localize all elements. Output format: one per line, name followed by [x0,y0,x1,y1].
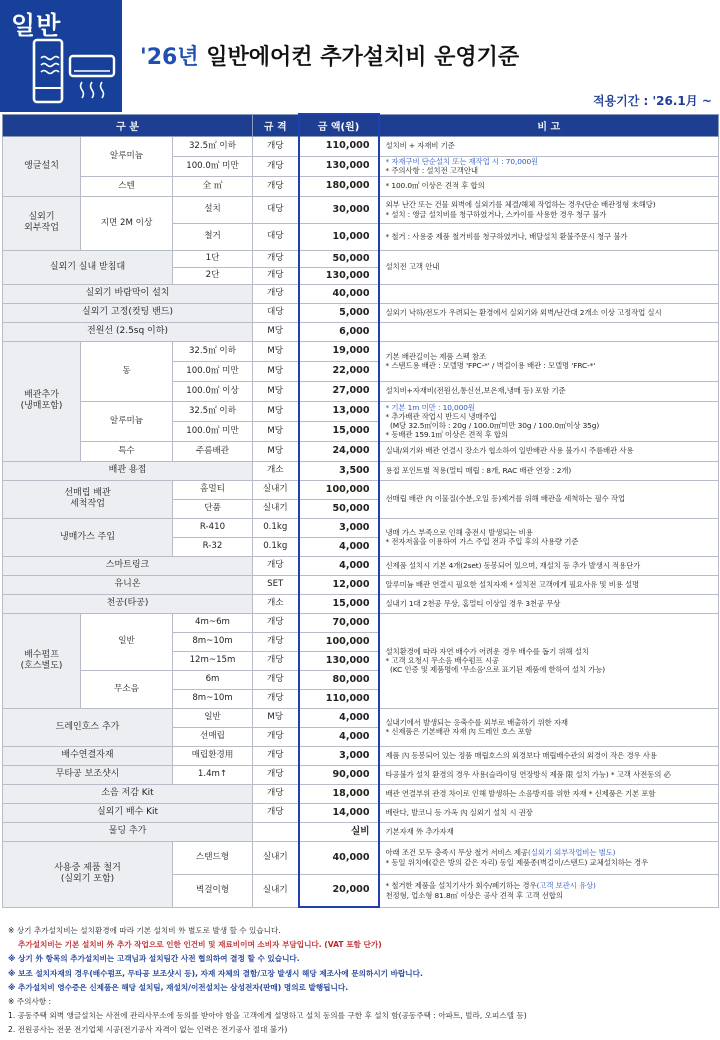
spec-cell: 6m [173,670,253,689]
price-cell: 180,000 [299,176,379,196]
price-cell: 100,000 [299,632,379,651]
note-cell: 기본자재 外 추가자재 [379,822,719,841]
price-cell: 3,000 [299,746,379,765]
note-line: * 추가배관 작업시 반드시 냉매주입 [385,411,497,421]
note-cell: 타공불가 설치 환경의 경우 사용(슬라이딩 연장방식 제품 限 설치 가능) * 고객 사전동의 必 [379,765,719,784]
note-line: 기본 배관길이는 제품 스펙 참조 [385,351,487,361]
unit-cell: 개당 [253,689,299,708]
category-cell: 사용중 제품 철거 (실외기 포함) [3,841,173,907]
unit-cell: 개소 [253,461,299,480]
note-line: * 자재구비 단순설치 또는 재작업 시 : 70,000원 [385,156,539,166]
note-line: (고객 보관시 유상) [536,881,596,891]
spec-cell: 벽걸이형 [173,874,253,907]
spec-cell: 1.4m↑ [173,765,253,784]
category-cell: 드레인호스 추가 [3,708,173,746]
price-cell: 70,000 [299,613,379,632]
table-row [3,708,719,727]
note-line: * 기본 1m 미만 : 10,000원 [385,402,475,412]
unit-cell: 개당 [253,156,299,176]
unit-cell: 개당 [253,556,299,575]
spec-cell: 32.5㎡ 이하 [173,136,253,156]
note-cell: 실외기 낙하/전도가 우려되는 환경에서 실외기와 외벽/난간대 2개소 이상 고정작업 실시 [379,303,719,322]
price-cell: 19,000 [299,341,379,361]
unit-cell: 개당 [253,765,299,784]
unit-cell: 실내기 [253,499,299,518]
category-cell: 배관추가 (냉매포함) [3,341,81,461]
price-cell: 4,000 [299,556,379,575]
unit-cell: M당 [253,401,299,421]
unit-cell: 개당 [253,670,299,689]
price-cell: 3,500 [299,461,379,480]
price-cell: 13,000 [299,401,379,421]
price-cell: 24,000 [299,441,379,461]
table-row [3,441,719,461]
category-badge [0,0,122,112]
price-cell: 40,000 [299,284,379,303]
note-cell: 설치전 고객 안내 [379,250,719,284]
table-row [3,136,719,156]
spec-cell: R-32 [173,537,253,556]
table-row [3,613,719,632]
spec-cell: 8m~10m [173,632,253,651]
header-note: 비 고 [379,114,719,136]
table-row [3,556,719,575]
unit-cell: 개당 [253,632,299,651]
table-row [3,196,719,223]
table-row [3,822,719,841]
table-row [3,594,719,613]
unit-cell: 0.1kg [253,537,299,556]
note-cell [379,341,719,381]
unit-cell: M당 [253,322,299,341]
price-cell: 4,000 [299,708,379,727]
title-year: '26년 [140,45,199,70]
note-cell [379,284,719,303]
note-line: * 주의사항 : 설치전 고객안내 [385,166,478,175]
footnote: 추가설치비는 기본 설치비 外 추가 작업으로 인한 인건비 및 재료비이며 소비자 부담입니다. (VAT 포함 단가) [18,940,382,950]
unit-cell: 0.1kg [253,518,299,537]
spec-cell: 일반 [173,708,253,727]
table-row [3,401,719,421]
price-cell: 130,000 [299,267,379,284]
note-cell: 설치비 + 자재비 기준 [379,136,719,156]
category-cell: 냉매가스 주입 [3,518,173,556]
category-cell: 실외기 고정(컷팅 밴드) [3,303,253,322]
spec-cell: R-410 [173,518,253,537]
unit-cell: M당 [253,381,299,401]
spec-cell: 매립환경用 [173,746,253,765]
note-line: * 철거한 제품을 설치기사가 회수/폐기하는 경우 [385,881,537,891]
spec-cell: 100.0㎡ 미만 [173,361,253,381]
price-cell: 5,000 [299,303,379,322]
unit-cell: 개당 [253,803,299,822]
category-cell: 배관 용접 [3,461,253,480]
note-cell [379,156,719,176]
footnote: ※ 추가설치비 영수증은 신제품은 해당 설치팀, 재설치/이전설치는 삼성전자(판매) 명의로 발행됩니다. [8,982,349,992]
category-cell: 유니온 [3,575,253,594]
table-row [3,480,719,499]
header-category: 구 분 [3,114,253,136]
price-cell: 80,000 [299,670,379,689]
note-line: * 동배관 159.1㎡ 이상은 견적 후 합의 [385,430,508,440]
fee-table [2,113,719,908]
spec-cell: 2단 [173,267,253,284]
note-line: * 신제품은 기본배관 자재 內 드레인 호스 포함 [385,727,532,736]
category-cell: 배수연결자재 [3,746,173,765]
note-line: 외부 난간 또는 건물 외벽에 실외기를 체결/해체 작업하는 경우(단순 배관정형 未해당) [385,200,656,210]
unit-cell: 대당 [253,223,299,250]
category-cell: 실외기 외부작업 [3,196,81,250]
unit-cell: 개당 [253,267,299,284]
subcategory-cell: 특수 [81,441,173,461]
table-row [3,575,719,594]
spec-cell: 1단 [173,250,253,267]
price-cell: 4,000 [299,727,379,746]
note-cell [379,874,719,907]
table-row [3,341,719,361]
footnote: ※ 보조 설치자재의 경우(배수펌프, 무타공 보조샷시 등), 자재 자체의 결함/고장 발생시 해당 제조사에 문의하시기 바랍니다. [8,968,423,978]
table-row [3,322,719,341]
note-line: * 고객 요청시 무소음 배수펌프 시공 [385,655,499,665]
note-cell: 용접 포인트별 적용(멀티 매립 : 8개, RAC 배관 연장 : 2개) [379,461,719,480]
subcategory-cell: 알루미늄 [81,401,173,441]
unit-cell: 개당 [253,176,299,196]
table-row [3,765,719,784]
spec-cell: 32.5㎡ 이하 [173,341,253,361]
subcategory-cell: 일반 [81,613,173,670]
unit-cell: M당 [253,361,299,381]
price-cell: 18,000 [299,784,379,803]
spec-cell: 100.0㎡ 미만 [173,421,253,441]
unit-cell: 대당 [253,196,299,223]
table-row [3,803,719,822]
table-row [3,284,719,303]
price-cell: 6,000 [299,322,379,341]
header-unit: 규 격 [253,114,299,136]
unit-cell: 개소 [253,594,299,613]
spec-cell: 全 ㎡ [173,176,253,196]
price-cell: 100,000 [299,480,379,499]
category-cell: 무타공 보조샷시 [3,765,173,784]
spec-cell: 100.0㎡ 미만 [173,156,253,176]
price-cell: 3,000 [299,518,379,537]
table-header-row [3,114,719,136]
category-cell: 물딩 추가 [3,822,253,841]
unit-cell: 실내기 [253,841,299,874]
price-cell: 20,000 [299,874,379,907]
unit-cell [253,822,299,841]
subcategory-cell: 알루미늄 [81,136,173,176]
note-cell [379,613,719,708]
price-cell: 12,000 [299,575,379,594]
unit-cell: 개당 [253,651,299,670]
price-cell: 15,000 [299,421,379,441]
title-text: 일반에어컨 추가설치비 운영기준 [198,45,520,70]
price-cell: 110,000 [299,689,379,708]
note-cell: 베란다, 발코니 등 가옥 內 실외기 설치 시 권장 [379,803,719,822]
price-cell: 130,000 [299,156,379,176]
subcategory-cell: 지면 2M 이상 [81,196,173,250]
note-cell: 알루미늄 배관 연결시 필요한 설치자재 * 설치전 고객에게 필요사유 및 비용 설명 [379,575,719,594]
unit-cell: M당 [253,441,299,461]
unit-cell: 개당 [253,746,299,765]
unit-cell: 개당 [253,727,299,746]
price-cell: 4,000 [299,537,379,556]
unit-cell: M당 [253,341,299,361]
price-cell: 14,000 [299,803,379,822]
note-line: * 전자저울을 이용하여 가스 주입 전과 주입 후의 사용량 기준 [385,537,579,546]
table-row [3,841,719,874]
footnote: ※ 주의사항 : [8,997,52,1007]
note-cell [379,401,719,441]
unit-cell: 대당 [253,303,299,322]
category-cell: 천공(타공) [3,594,253,613]
spec-cell: 단품 [173,499,253,518]
note-line: * 설치 : 앵글 설치비를 청구하였거나, 스카이를 사용한 경우 청구 불가 [385,209,607,219]
category-cell: 실외기 배수 Kit [3,803,253,822]
spec-cell: 스탠드형 [173,841,253,874]
note-line: (M당 32.5㎡이하 : 20g / 100.0㎡미만 30g / 100.0㎡이상 35g) [390,421,600,430]
unit-cell: M당 [253,421,299,441]
spec-cell: 4m~6m [173,613,253,632]
price-cell: 110,000 [299,136,379,156]
unit-cell: 개당 [253,284,299,303]
note-line: 아래 조건 모두 충족시 무상 철거 서비스 제공 [385,848,528,858]
table-row [3,746,719,765]
table-row [3,176,719,196]
note-cell [379,518,719,556]
note-cell: * 100.0㎡ 이상은 견적 후 합의 [379,176,719,196]
subcategory-cell: 동 [81,341,173,401]
unit-cell: 개당 [253,250,299,267]
price-cell: 27,000 [299,381,379,401]
note-line: * 동일 위치에(같은 방의 같은 자리) 동일 제품종(벽걸이/스탠드) 교체설치하는 경우 [385,857,649,867]
price-cell: 50,000 [299,499,379,518]
table-row [3,250,719,267]
price-cell: 90,000 [299,765,379,784]
price-cell: 22,000 [299,361,379,381]
unit-cell: M당 [253,708,299,727]
price-cell: 40,000 [299,841,379,874]
table-row [3,303,719,322]
category-cell: 앵글설치 [3,136,81,196]
footnote: 2. 전원공사는 전문 전기업체 시공(전기공사 자격이 없는 인력은 전기공사 절대 불가) [8,1025,288,1035]
note-line: 설치환경에 따라 자연 배수가 어려운 경우 배수를 돕기 위해 설치 [385,646,589,656]
category-cell: 선매립 배관 세척작업 [3,480,173,518]
spec-cell: 설치 [173,196,253,223]
subcategory-cell: 무소음 [81,670,173,708]
note-cell [379,708,719,746]
note-line: 실내기에서 발생되는 응축수를 외부로 배출하기 위한 자재 [385,717,568,727]
note-line: 천정형, 업소형 81.8㎡ 이상은 공사 견적 후 고객 선합의 [385,890,563,900]
price-cell: 15,000 [299,594,379,613]
note-cell: 제품 內 동봉되어 있는 정품 매립호스의 외경보다 매립배수관의 외경이 작은 경우 사용 [379,746,719,765]
spec-cell: 선매립 [173,727,253,746]
price-cell: 10,000 [299,223,379,250]
category-cell: 실외기 바람막이 설치 [3,284,253,303]
note-line: (KC 인증 및 제품명에 '무소음'으로 표기된 제품에 한하여 설치 가능) [390,665,606,675]
price-cell: 30,000 [299,196,379,223]
note-line: 냉매 가스 부족으로 인해 충전시 발생되는 비용 [385,527,533,537]
note-cell: 신제품 설치시 기본 4개(2set) 동봉되어 있으며, 재설치 등 추가 발생시 적용단가 [379,556,719,575]
unit-cell: 개당 [253,784,299,803]
unit-cell: SET [253,575,299,594]
note-cell: 실내/외기와 배관 연결시 장소가 협소하여 일반배관 사용 불가시 주름배관 사용 [379,441,719,461]
spec-cell: 홈멀티 [173,480,253,499]
note-cell: * 철거 : 사용중 제품 철거비를 청구하였거나, 배달설치 환불주문시 청구 불가 [379,223,719,250]
note-cell [379,322,719,341]
category-cell: 전원선 (2.5sq 이하) [3,322,253,341]
note-line: * 스탠드용 배관 : 모델명 'FPC-*' / 벽걸이용 배관 : 모델명 'FRC-*' [385,361,596,370]
price-cell: 130,000 [299,651,379,670]
footnote: ※ 상기 추가설치비는 설치환경에 따라 기본 설치비 外 별도로 발생 할 수 있습니다. [8,926,281,935]
spec-cell: 철거 [173,223,253,250]
note-line: (실외기 외부작업비는 별도) [527,848,616,858]
note-cell: 실내기 1대 2천공 무상, 홈멀티 이상일 경우 3천공 무상 [379,594,719,613]
spec-cell: 12m~15m [173,651,253,670]
category-cell: 소음 저감 Kit [3,784,253,803]
note-cell [379,196,719,223]
note-cell: 설치비+자재비(전원선,통신선,보온재,냉매 등) 포함 기준 [379,381,719,401]
price-cell: 50,000 [299,250,379,267]
wall-unit-icon [70,56,114,98]
category-cell: 실외기 실내 받침대 [3,250,173,284]
unit-cell: 개당 [253,613,299,632]
badge-label: 일반 [11,11,62,40]
footnote: ※ 상기 外 항목의 추가설치비는 고객님과 설치팀간 사전 협의하여 결정 할 수 있습니다. [8,954,300,964]
table-row [3,784,719,803]
category-cell: 스마트링크 [3,556,253,575]
price-cell: 실비 [299,822,379,841]
unit-cell: 실내기 [253,480,299,499]
spec-cell: 주름배관 [173,441,253,461]
applicable-period: 적용기간 : '26.1月 ~ [592,94,712,108]
footnotes [8,924,714,1038]
spec-cell: 32.5㎡ 이하 [173,401,253,421]
subcategory-cell: 스텐 [81,176,173,196]
page-title [140,40,519,71]
category-cell: 배수펌프 (호스별도) [3,613,81,708]
footnote: 1. 공동주택 외벽 앵글설치는 사전에 관리사무소에 동의를 받아야 함을 고객에게 설명하고 설치 동의를 구한 후 설치 함(공동주택 : 아파트, 빌라, 오피스텔 등) [8,1011,527,1021]
note-cell: 선매립 배관 內 이물질(수분,오일 등)제거를 위해 배관을 세척하는 필수 작업 [379,480,719,518]
header-price: 금 액(원) [299,114,379,136]
unit-cell: 실내기 [253,874,299,907]
table-row [3,518,719,537]
spec-cell: 8m~10m [173,689,253,708]
note-cell [379,841,719,874]
note-cell: 배관 연결부위 관경 차이로 인해 발생하는 소음방지를 위한 자재 * 신제품은 기본 포함 [379,784,719,803]
unit-cell: 개당 [253,136,299,156]
table-row [3,461,719,480]
spec-cell: 100.0㎡ 이상 [173,381,253,401]
